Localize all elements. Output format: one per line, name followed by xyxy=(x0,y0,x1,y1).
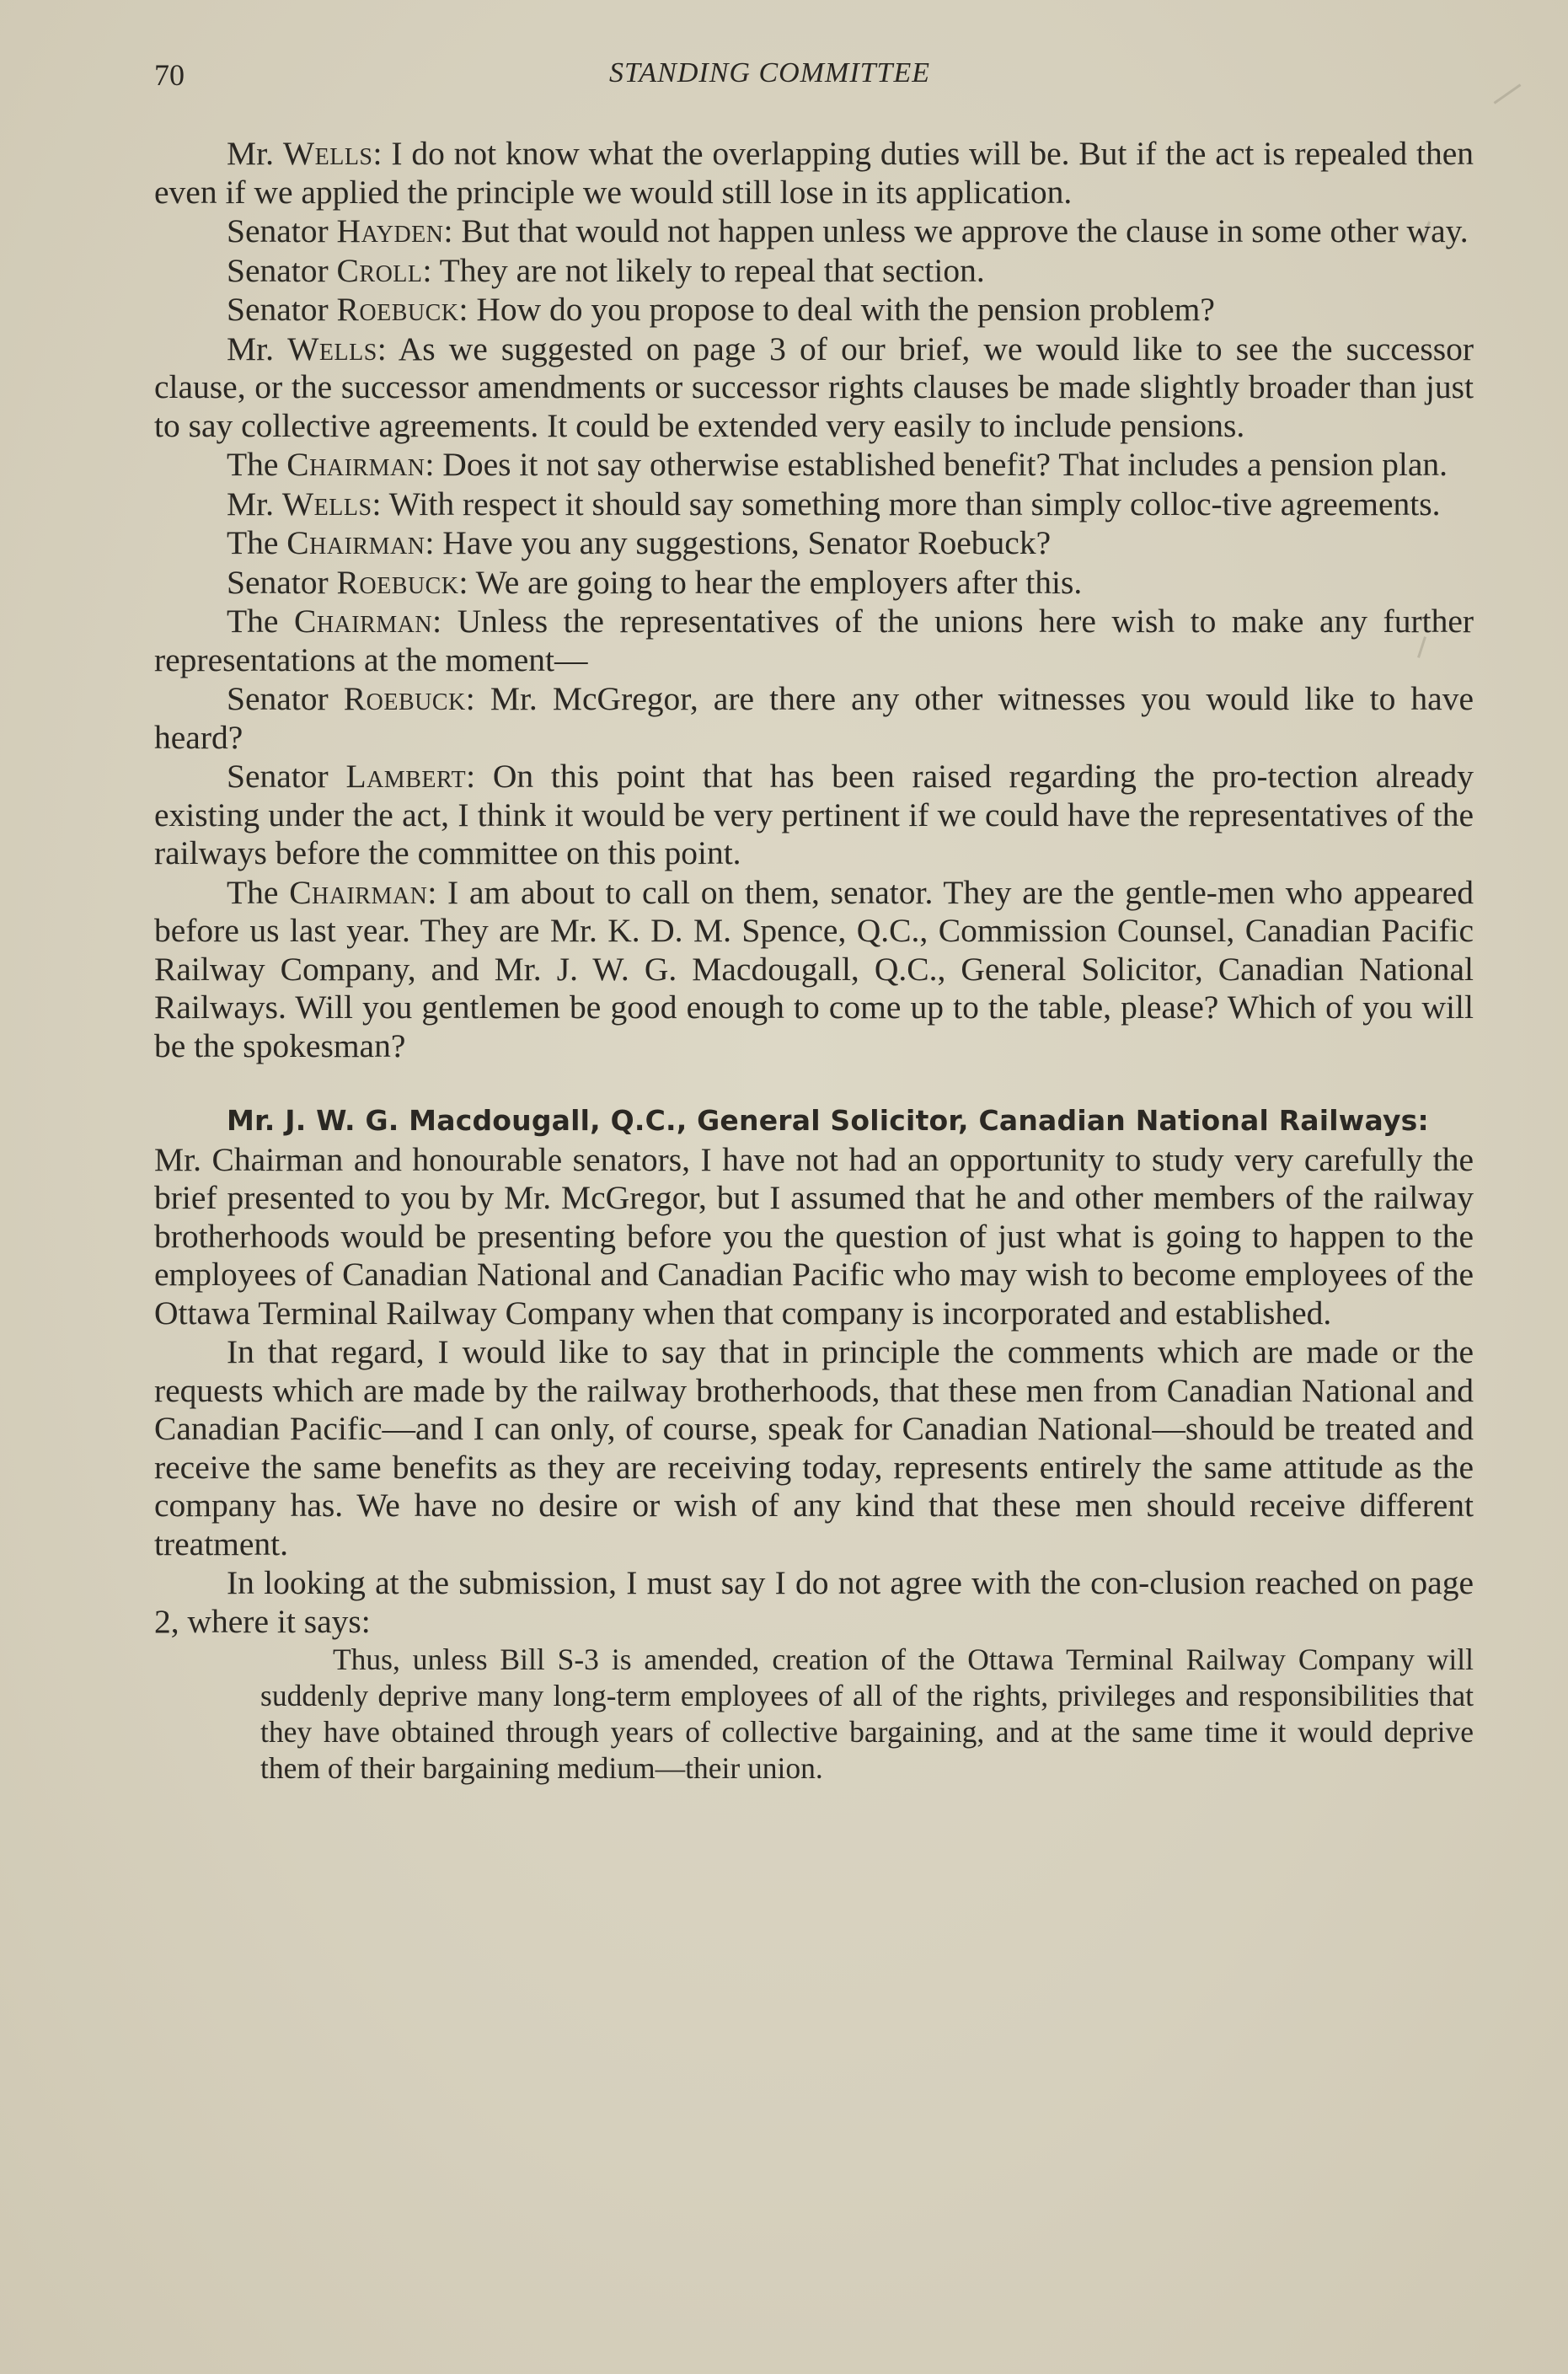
speaker-name: Wells xyxy=(282,135,373,172)
transcript-paragraph xyxy=(154,564,1474,603)
speaker-title: Mr. xyxy=(227,330,274,367)
statement-text: : As we suggested on page 3 of our brief, we would like to see the successor clause, or the successor amendments or successor rights clauses be made slightly broader than just to say collective agreements. It could be extended very easily to include pensions. xyxy=(154,330,1474,444)
speaker-name: Croll xyxy=(336,251,423,289)
statement-text: : But that would not happen unless we approve the clause in some other way. xyxy=(443,212,1469,249)
transcript-paragraph xyxy=(154,135,1474,212)
transcript-paragraph xyxy=(154,485,1474,524)
speaker-name: Chairman xyxy=(289,873,428,911)
witness-testimony xyxy=(154,1101,1474,1787)
speaker-name: Chairman xyxy=(286,446,425,483)
speaker-title: Senator xyxy=(227,758,329,795)
transcript-paragraph xyxy=(154,874,1474,1066)
statement-text: : Does it not say otherwise established benefit? That includes a pension plan. xyxy=(425,446,1448,483)
witness-paragraph: In that regard, I would like to say that in principle the comments which are made or the requests which are made by the railway brotherhoods, that these men from Canadian National and Canadian Pacific—and I can only, of course, speak for Canadian National—should be treated and receive the same benefits as they are receiving today, represents entirely the same attitude as the company has. We have no desire or wish of any kind that these men should receive different treatment. xyxy=(154,1333,1474,1562)
speaker-title: The xyxy=(227,603,279,640)
page-number: 70 xyxy=(154,58,185,92)
speaker-title: Senator xyxy=(227,251,329,289)
speaker-name: Roebuck xyxy=(336,291,459,328)
speaker-title: Senator xyxy=(227,212,329,249)
page-blemish xyxy=(1494,83,1522,104)
statement-text: : How do you propose to deal with the pension problem? xyxy=(458,291,1215,328)
statement-text: : On this point that has been raised regarding the pro-tection already existing under the act, I think it would be very pertinent if we could have the representatives of the railways before the committee on this point. xyxy=(154,758,1474,871)
speaker-name: Wells xyxy=(281,485,372,522)
speaker-title: Mr. xyxy=(227,485,274,522)
statement-text: : Unless the representatives of the unions here wish to make any further representations at the moment— xyxy=(154,603,1474,678)
statement-text: : We are going to hear the employers after this. xyxy=(458,563,1083,601)
speaker-title: The xyxy=(227,446,279,483)
statement-text: : Mr. McGregor, are there any other witnesses you would like to have heard? xyxy=(154,680,1474,756)
statement-text: : With respect it should say something more than simply colloc-tive agreements. xyxy=(372,485,1441,522)
speaker-name: Lambert xyxy=(345,758,467,795)
transcript-paragraph xyxy=(154,603,1474,679)
witness-paragraph: In looking at the submission, I must say I do not agree with the con-clusion reached on page 2, where it says: xyxy=(154,1564,1474,1640)
speaker-title: Senator xyxy=(227,291,329,328)
speaker-name: Chairman xyxy=(286,524,425,561)
speaker-title: Senator xyxy=(227,680,329,717)
transcript-body xyxy=(154,135,1474,1787)
transcript-paragraph xyxy=(154,524,1474,563)
speaker-name: Roebuck xyxy=(336,563,459,601)
statement-text: : I am about to call on them, senator. They are the gentle-men who appeared before us last year. They are Mr. K. D. M. Spence, Q.C., Commission Counsel, Canadian Pacific Railway Company, and Mr. J. W. G. Macdougall, Q.C., General Solicitor, Canadian National Railways. Will you gentlemen be good enough to come up to the table, please? Which of you will be the spokesman? xyxy=(154,873,1474,1064)
witness-paragraph xyxy=(154,1101,1474,1140)
transcript-paragraph xyxy=(154,680,1474,757)
statement-text: : Have you any suggestions, Senator Roebuck? xyxy=(425,524,1052,561)
page-header xyxy=(154,57,1479,104)
speaker-name: Hayden xyxy=(336,212,444,249)
witness-statement: Mr. Chairman and honourable senators, I have not had an opportunity to study very carefully the brief presented to you by Mr. McGregor, but I assumed that he and other members of the railway brotherhoods would be presenting before you the question of just what is going to happen to the employees of Canadian National and Canadian Pacific who may wish to become employees of the Ottawa Terminal Railway Company when that company is incorporated and established. xyxy=(154,1140,1474,1332)
transcript-paragraph xyxy=(154,212,1474,251)
speaker-name: Wells xyxy=(287,330,377,367)
witness-heading: Mr. J. W. G. Macdougall, Q.C., General Solicitor, Canadian National Railways: xyxy=(227,1104,1429,1137)
statement-text: : I do not know what the overlapping duties will be. But if the act is repealed then even if we applied the principle we would still lose in its application. xyxy=(154,135,1474,211)
running-head: STANDING COMMITTEE xyxy=(609,57,930,88)
speaker-title: The xyxy=(227,873,279,911)
speaker-title: Mr. xyxy=(227,135,274,172)
statement-text: : They are not likely to repeal that section. xyxy=(422,251,985,289)
transcript-paragraph xyxy=(154,291,1474,330)
transcript-paragraph xyxy=(154,446,1474,485)
speaker-title: The xyxy=(227,524,279,561)
transcript-paragraph xyxy=(154,252,1474,291)
block-quote: Thus, unless Bill S-3 is amended, creation of the Ottawa Terminal Railway Company will suddenly deprive many long-term employees of all of the rights, privileges and responsibilities that they have obtained through years of collective bargaining, and at the same time it would deprive them of their bargaining medium—their union. xyxy=(260,1643,1474,1785)
speaker-title: Senator xyxy=(227,563,329,601)
transcript-paragraph xyxy=(154,758,1474,873)
speaker-name: Chairman xyxy=(293,603,433,640)
speaker-name: Roebuck xyxy=(343,680,466,717)
transcript-paragraph xyxy=(154,330,1474,446)
